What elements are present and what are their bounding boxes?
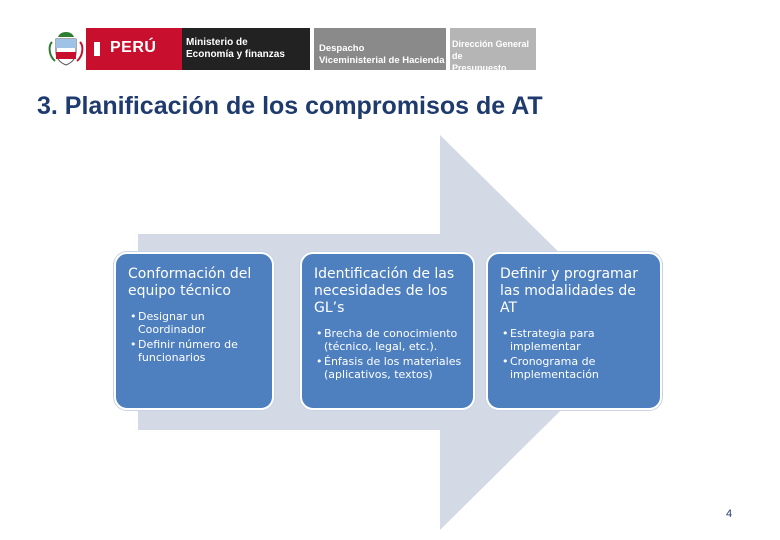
card-bullet-list [500, 327, 650, 381]
page-number: 4 [726, 508, 733, 520]
bullet-icon: • [316, 327, 323, 340]
card-heading: Definir y programar las modalidades de AT [500, 266, 639, 316]
card-heading: Conformación del equipo técnico [128, 266, 252, 299]
card-bullet-item [314, 327, 463, 353]
bullet-icon: • [130, 310, 137, 323]
direction-line-2: Presupuesto Público [452, 63, 507, 85]
ministry-line-2: Economía y finanzas [186, 49, 285, 60]
bullet-text: Énfasis de los materiales (aplicativos, textos) [324, 355, 462, 381]
card-bullet-list [128, 310, 262, 364]
office-line-1: Despacho [319, 43, 365, 54]
card-heading: Identificación de las necesidades de los GL’s [314, 266, 455, 316]
step-card-needs [300, 252, 475, 410]
ministry-line-1: Ministerio de [186, 37, 248, 48]
bullet-text: Definir número de funcionarios [138, 338, 238, 364]
bullet-text: Estrategia para implementar [510, 327, 595, 353]
bullet-icon: • [502, 327, 509, 340]
bullet-text: Cronograma de implementación [510, 355, 599, 381]
bullet-icon: • [502, 355, 509, 368]
card-bullet-item [500, 327, 650, 353]
step-card-modalities [486, 252, 662, 410]
bullet-text: Designar un Coordinador [138, 310, 206, 336]
direction-line-1: Dirección General de [452, 39, 530, 61]
card-bullet-item [128, 338, 262, 364]
card-bullet-list [314, 327, 463, 381]
card-bullet-item [500, 355, 650, 381]
card-bullet-item [314, 355, 463, 381]
office-line-2: Viceministerial de Hacienda [319, 55, 445, 66]
bullet-text: Brecha de conocimiento (técnico, legal, etc.). [324, 327, 458, 353]
bullet-icon: • [130, 338, 137, 351]
bullet-icon: • [316, 355, 323, 368]
card-bullet-item [128, 310, 262, 336]
step-card-team [114, 252, 274, 410]
country-label: PERÚ [110, 39, 157, 56]
page-title: 3. Planificación de los compromisos de AT [37, 92, 543, 120]
